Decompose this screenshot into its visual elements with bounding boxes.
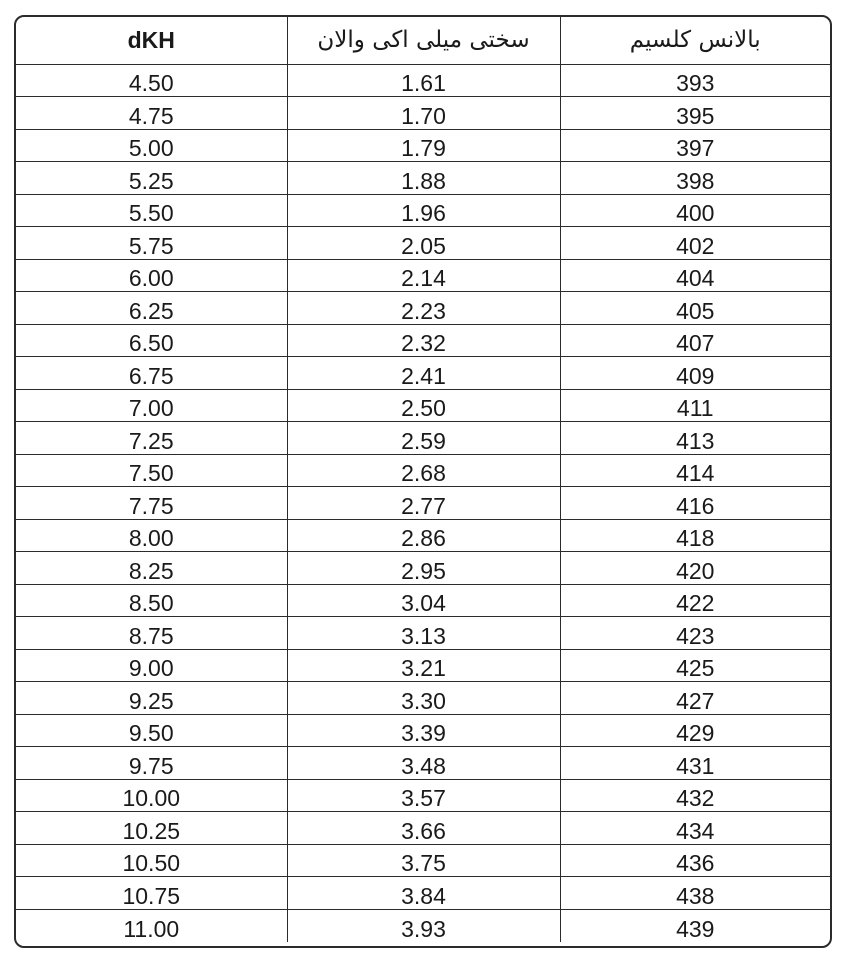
cell-dkh: 6.25 xyxy=(16,292,287,325)
cell-meq: 3.21 xyxy=(287,649,560,682)
cell-dkh: 6.00 xyxy=(16,259,287,292)
cell-calcium: 420 xyxy=(560,552,830,585)
table-row xyxy=(16,357,830,390)
cell-calcium: 398 xyxy=(560,162,830,195)
cell-calcium: 429 xyxy=(560,714,830,747)
conversion-table xyxy=(14,15,832,948)
header-calcium-balance: بالانس کلسیم xyxy=(560,17,830,64)
table-row xyxy=(16,909,830,942)
cell-meq: 2.95 xyxy=(287,552,560,585)
cell-meq: 3.93 xyxy=(287,909,560,942)
cell-dkh: 8.00 xyxy=(16,519,287,552)
cell-dkh: 8.50 xyxy=(16,584,287,617)
cell-meq: 2.68 xyxy=(287,454,560,487)
cell-dkh: 11.00 xyxy=(16,909,287,942)
cell-dkh: 7.75 xyxy=(16,487,287,520)
cell-calcium: 434 xyxy=(560,812,830,845)
cell-dkh: 6.50 xyxy=(16,324,287,357)
table-row xyxy=(16,779,830,812)
cell-dkh: 10.50 xyxy=(16,844,287,877)
cell-calcium: 439 xyxy=(676,916,715,942)
cell-dkh: 5.50 xyxy=(16,194,287,227)
cell-dkh: 6.75 xyxy=(16,357,287,390)
cell-calcium: 397 xyxy=(560,129,830,162)
cell-calcium: 402 xyxy=(560,227,830,260)
table-row xyxy=(16,877,830,910)
cell-meq: 3.04 xyxy=(287,584,560,617)
cell-calcium: 423 xyxy=(560,617,830,650)
cell-calcium: 409 xyxy=(560,357,830,390)
cell-calcium: 407 xyxy=(560,324,830,357)
cell-meq: 3.84 xyxy=(287,877,560,910)
cell-calcium: 405 xyxy=(560,292,830,325)
table-row xyxy=(16,584,830,617)
cell-calcium: 438 xyxy=(560,877,830,910)
cell-calcium: 425 xyxy=(560,649,830,682)
cell-dkh: 4.75 xyxy=(16,97,287,130)
cell-calcium: 413 xyxy=(560,422,830,455)
cell-dkh: 4.50 xyxy=(16,64,287,97)
cell-meq: 3.75 xyxy=(287,844,560,877)
cell-calcium: 432 xyxy=(560,779,830,812)
table-row xyxy=(16,129,830,162)
cell-meq: 1.79 xyxy=(287,129,560,162)
cell-meq: 1.61 xyxy=(287,64,560,97)
cell-calcium: 427 xyxy=(560,682,830,715)
cell-meq: 3.30 xyxy=(287,682,560,715)
cell-meq: 3.57 xyxy=(287,779,560,812)
cell-calcium: 400 xyxy=(560,194,830,227)
table-row xyxy=(16,487,830,520)
cell-meq: 3.48 xyxy=(287,747,560,780)
table-row xyxy=(16,617,830,650)
cell-calcium: 422 xyxy=(560,584,830,617)
cell-meq: 1.96 xyxy=(287,194,560,227)
cell-dkh: 10.75 xyxy=(16,877,287,910)
cell-meq: 2.59 xyxy=(287,422,560,455)
table-row xyxy=(16,812,830,845)
cell-calcium: 404 xyxy=(560,259,830,292)
cell-meq: 3.66 xyxy=(287,812,560,845)
table-header xyxy=(16,17,830,64)
table-row xyxy=(16,324,830,357)
cell-meq: 2.23 xyxy=(287,292,560,325)
cell-dkh: 8.25 xyxy=(16,552,287,585)
cell-meq: 2.05 xyxy=(287,227,560,260)
cell-dkh: 7.25 xyxy=(16,422,287,455)
table-row xyxy=(16,519,830,552)
cell-calcium: 436 xyxy=(560,844,830,877)
cell-calcium: 393 xyxy=(560,64,830,97)
header-row xyxy=(16,17,830,64)
cell-calcium: 414 xyxy=(560,454,830,487)
cell-dkh: 5.00 xyxy=(16,129,287,162)
cell-calcium: 431 xyxy=(560,747,830,780)
cell-calcium: 395 xyxy=(560,97,830,130)
table-row xyxy=(16,844,830,877)
header-meq-hardness: سختی میلی اکی والان xyxy=(287,17,560,64)
cell-meq: 1.70 xyxy=(287,97,560,130)
cell-dkh: 7.50 xyxy=(16,454,287,487)
cell-dkh: 5.25 xyxy=(16,162,287,195)
table-row xyxy=(16,552,830,585)
cell-dkh: 9.00 xyxy=(16,649,287,682)
cell-meq: 3.39 xyxy=(287,714,560,747)
cell-dkh: 10.25 xyxy=(16,812,287,845)
cell-dkh: 7.00 xyxy=(16,389,287,422)
table-row xyxy=(16,259,830,292)
table-row xyxy=(16,162,830,195)
table-row xyxy=(16,714,830,747)
table-row xyxy=(16,422,830,455)
cell-meq: 3.13 xyxy=(287,617,560,650)
table-row xyxy=(16,454,830,487)
cell-meq: 2.41 xyxy=(287,357,560,390)
cell-calcium: 416 xyxy=(560,487,830,520)
table-row xyxy=(16,389,830,422)
header-dkh: dKH xyxy=(16,17,287,64)
cell-calcium: 418 xyxy=(560,519,830,552)
cell-meq: 2.32 xyxy=(287,324,560,357)
dkh-calcium-table xyxy=(16,17,830,942)
table-row xyxy=(16,292,830,325)
cell-dkh: 9.75 xyxy=(16,747,287,780)
cell-dkh: 5.75 xyxy=(16,227,287,260)
cell-dkh: 9.25 xyxy=(16,682,287,715)
table-row xyxy=(16,649,830,682)
table-row xyxy=(16,64,830,97)
table-row xyxy=(16,227,830,260)
cell-meq: 2.86 xyxy=(287,519,560,552)
table-row xyxy=(16,682,830,715)
cell-dkh: 10.00 xyxy=(16,779,287,812)
cell-meq: 1.88 xyxy=(287,162,560,195)
cell-meq: 2.77 xyxy=(287,487,560,520)
cell-calcium: 411 xyxy=(560,389,830,422)
cell-meq: 2.50 xyxy=(287,389,560,422)
table-body xyxy=(16,64,830,942)
cell-dkh: 8.75 xyxy=(16,617,287,650)
table-row xyxy=(16,747,830,780)
table-row xyxy=(16,97,830,130)
table-row xyxy=(16,194,830,227)
cell-dkh: 9.50 xyxy=(16,714,287,747)
cell-meq: 2.14 xyxy=(287,259,560,292)
